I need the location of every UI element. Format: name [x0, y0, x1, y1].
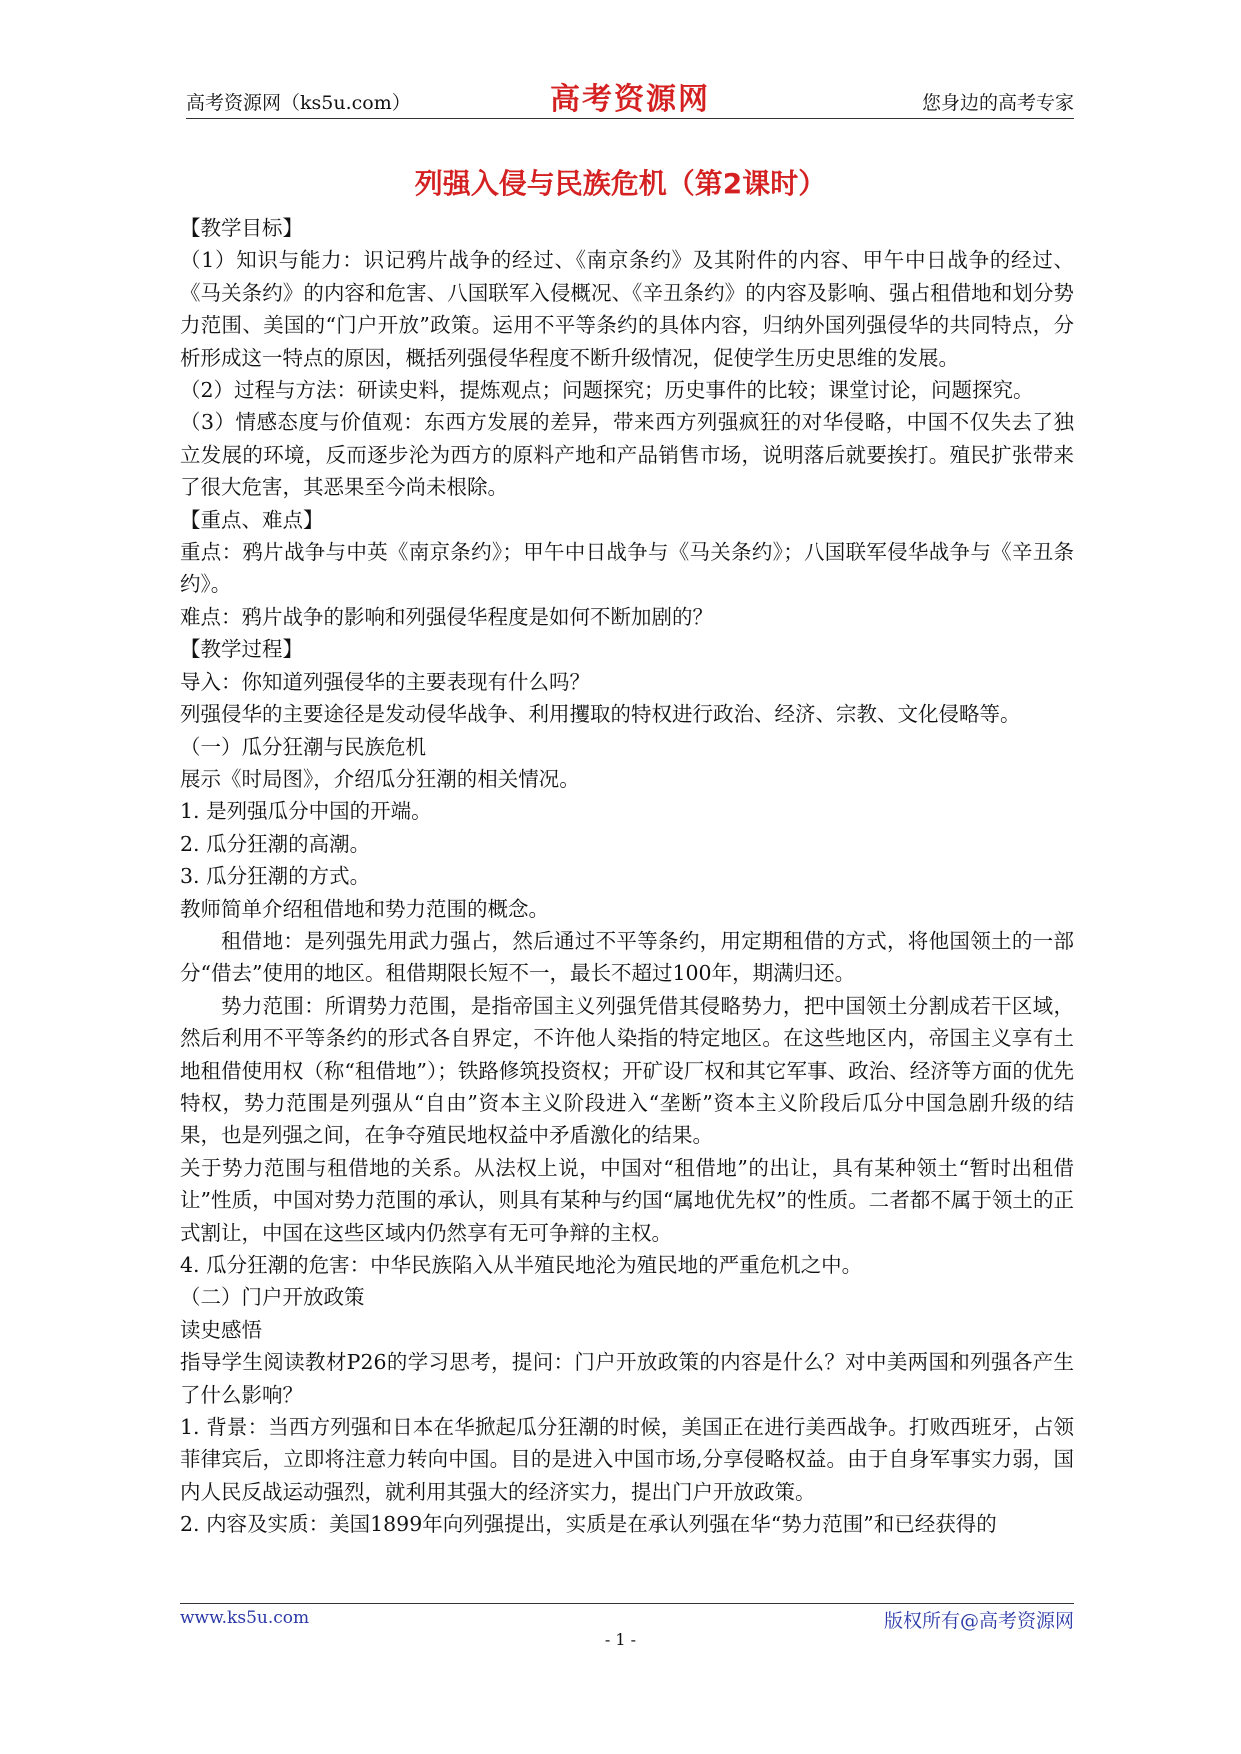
document-title: 列强入侵与民族危机（第2课时）	[414, 167, 827, 200]
page-number: - 1 -	[604, 1630, 637, 1649]
paragraph: 2. 内容及实质：美国1899年向列强提出，实质是在承认列强在华“势力范围”和已经获得的	[180, 1512, 997, 1537]
footer-copyright: 版权所有@高考资源网	[883, 1610, 1074, 1632]
paragraph: 读史感悟	[180, 1317, 262, 1342]
paragraph: 难点：鸦片战争的影响和列强侵华程度是如何不断加剧的？	[180, 604, 713, 629]
page-header	[186, 80, 1074, 119]
paragraph: 3. 瓜分狂潮的方式。	[180, 864, 371, 889]
paragraph: （一）瓜分狂潮与民族危机	[180, 734, 426, 759]
paragraph: 列强侵华的主要途径是发动侵华战争、利用攫取的特权进行政治、经济、宗教、文化侵略等。	[180, 702, 1021, 727]
paragraph: 展示《时局图》，介绍瓜分狂潮的相关情况。	[180, 766, 580, 791]
header-right-text: 您身边的高考专家	[921, 92, 1074, 114]
header-left-text: 高考资源网（ks5u.com）	[186, 92, 411, 114]
paragraph: 指导学生阅读教材P26的学习思考，提问：门户开放政策的内容是什么？对中美两国和列强各产生了什么影响？	[180, 1350, 1074, 1407]
paragraph: （二）门户开放政策	[180, 1285, 365, 1310]
paragraph: （1）知识与能力：识记鸦片战争的经过、《南京条约》及其附件的内容、甲午中日战争的经过、《马关条约》的内容和危害、八国联军入侵概况、《辛丑条约》的内容及影响、强占租借地和划分势力范围、美国的“门户开放”政策。运用不平等条约的具体内容，归纳外国列强侵华的共同特点，分析形成这一特点的原因，概括列强侵华程度不断升级情况，促使学生历史思维的发展。	[180, 248, 1074, 370]
footer-website-link[interactable]: www.ks5u.com	[180, 1608, 310, 1628]
page-footer	[180, 1603, 1074, 1632]
paragraph: 【教学目标】	[180, 216, 303, 240]
document-body	[180, 212, 1074, 1541]
paragraph: 4. 瓜分狂潮的危害：中华民族陷入从半殖民地沦为殖民地的严重危机之中。	[180, 1253, 863, 1277]
paragraph: 1. 是列强瓜分中国的开端。	[180, 799, 432, 824]
paragraph: 租借地：是列强先用武力强占，然后通过不平等条约，用定期租借的方式，将他国领土的一部分“借去”使用的地区。租借期限长短不一，最长不超过100年，期满归还。	[180, 928, 1074, 986]
paragraph: 导入：你知道列强侵华的主要表现有什么吗？	[180, 669, 590, 694]
paragraph: 教师简单介绍租借地和势力范围的概念。	[180, 896, 549, 921]
paragraph: （2）过程与方法：研读史料，提炼观点；问题探究；历史事件的比较；课堂讨论，问题探究。	[180, 378, 1034, 403]
paragraph: 【重点、难点】	[180, 507, 324, 532]
header-logo-text: 高考资源网	[550, 82, 710, 117]
paragraph: 2. 瓜分狂潮的高潮。	[180, 831, 371, 856]
paragraph: 关于势力范围与租借地的关系。从法权上说，中国对“租借地”的出让，具有某种领土“暂时出租借让”性质，中国对势力范围的承认，则具有某种与约国“属地优先权”的性质。二者都不属于领土的正式割让，中国在这些区域内仍然享有无可争辩的主权。	[180, 1155, 1074, 1245]
paragraph: 【教学过程】	[180, 637, 303, 662]
paragraph: 重点：鸦片战争与中英《南京条约》；甲午中日战争与《马关条约》；八国联军侵华战争与《辛丑条约》。	[180, 540, 1074, 597]
paragraph: 势力范围：所谓势力范围，是指帝国主义列强凭借其侵略势力，把中国领土分割成若干区域，然后利用不平等条约的形式各自界定，不许他人染指的特定地区。在这些地区内，帝国主义享有土地租借使用权（称“租借地”）；铁路修筑投资权；开矿设厂权和其它军事、政治、经济等方面的优先特权，势力范围是列强从“自由”资本主义阶段进入“垄断”资本主义阶段后瓜分中国急剧升级的结果，也是列强之间，在争夺殖民地权益中矛盾激化的结果。	[180, 993, 1074, 1148]
paragraph: （3）情感态度与价值观：东西方发展的差异，带来西方列强疯狂的对华侵略，中国不仅失去了独立发展的环境，反而逐步沦为西方的原料产地和产品销售市场，说明落后就要挨打。殖民扩张带来了很大危害，其恶果至今尚未根除。	[180, 410, 1074, 500]
paragraph: 1. 背景：当西方列强和日本在华掀起瓜分狂潮的时候，美国正在进行美西战争。打败西班牙，占领菲律宾后，立即将注意力转向中国。目的是进入中国市场,分享侵略权益。由于自身军事实力弱，国内人民反战运动强烈，就利用其强大的经济实力，提出门户开放政策。	[180, 1415, 1074, 1504]
